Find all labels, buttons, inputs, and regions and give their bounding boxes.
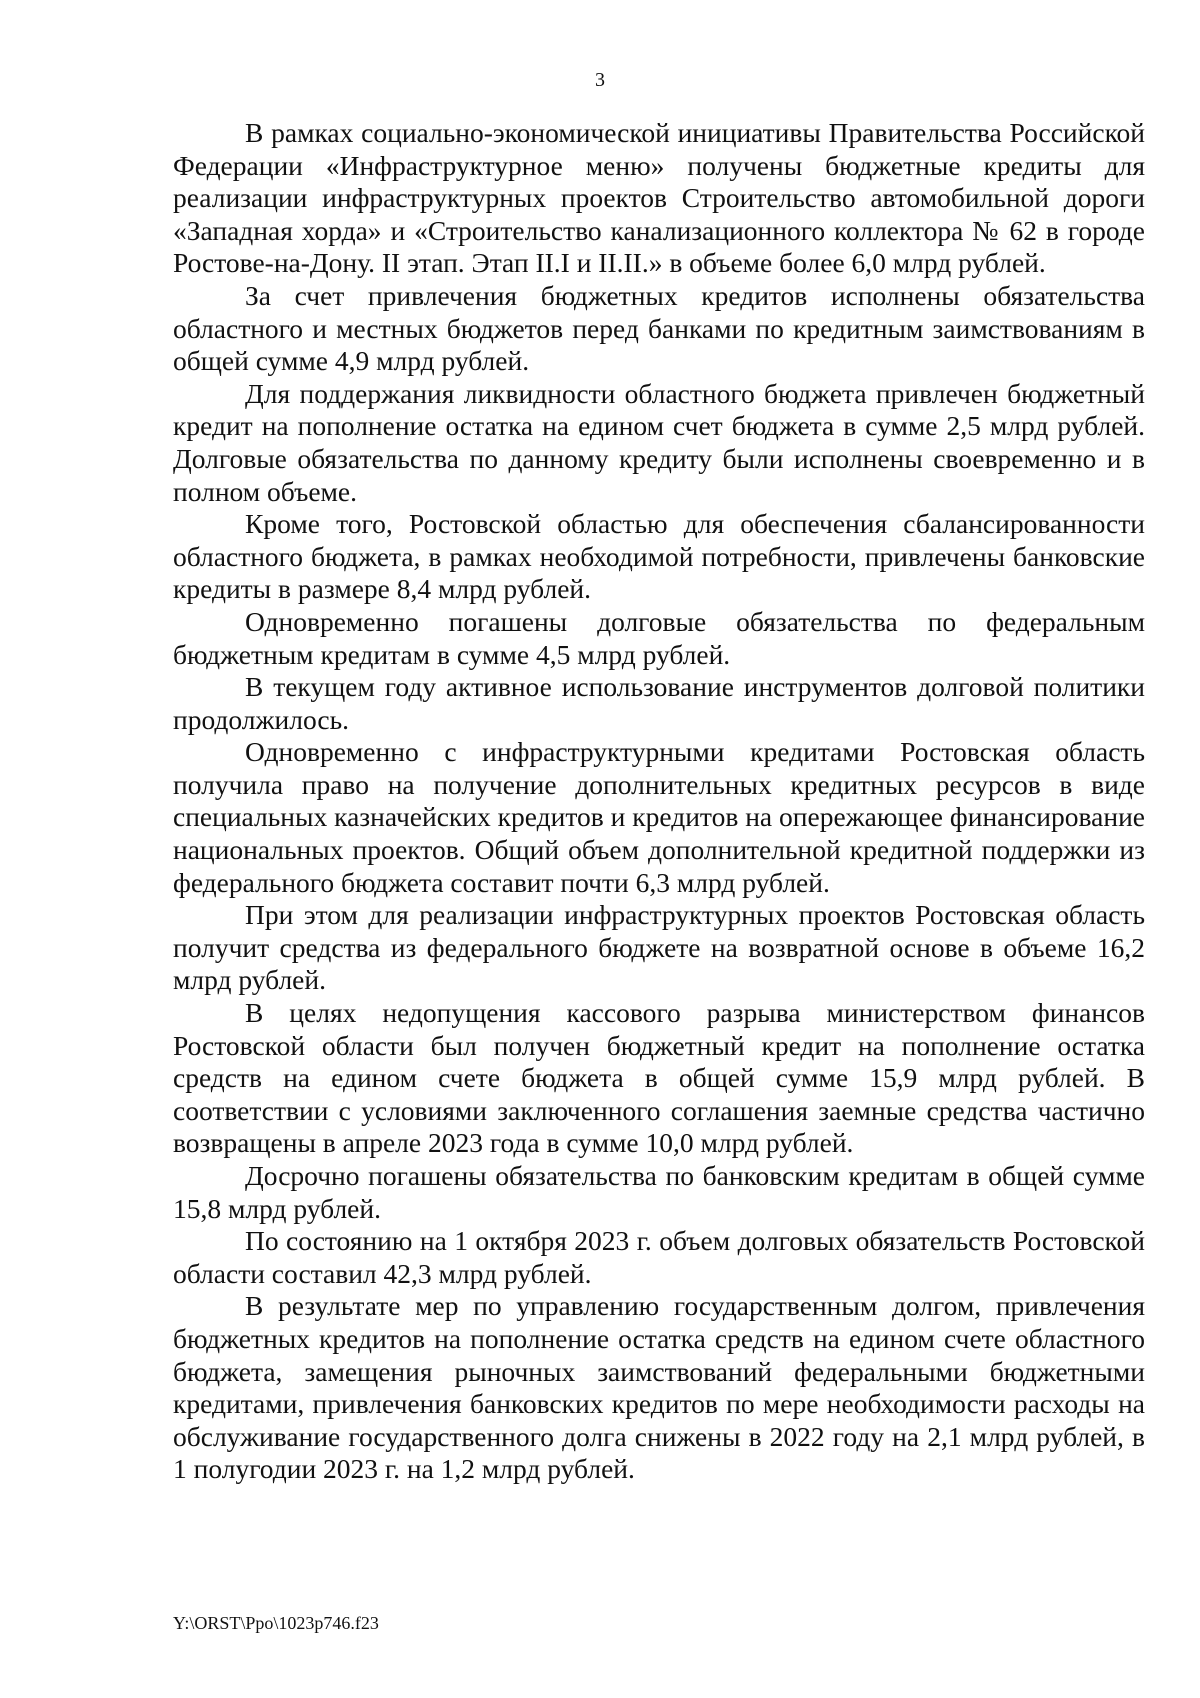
paragraph-early-repayment: Досрочно погашены обязательства по банковским кредитам в общей сумме 15,8 млрд рублей. [173,1160,1145,1224]
paragraph-cash-gap: В целях недопущения кассового разрыва министерством финансов Ростовской области был получен бюджетный кредит на пополнение остатка средств на едином счете бюджета в общей сумме 15,9 млрд рублей. В соответствии с условиями заключенного соглашения заемные средства частично возвращены в апреле 2023 года в сумме 10,0 млрд рублей. [173,997,1145,1159]
paragraph-bank-credits: Кроме того, Ростовской областью для обеспечения сбалансированности областного бюджета, в рамках необходимой потребности, привлечены банковские кредиты в размере 8,4 млрд рублей. [173,508,1145,605]
paragraph-infrastructure-menu: В рамках социально-экономической инициативы Правительства Российской Федерации «Инфраструктурное меню» получены бюджетные кредиты для реализации инфраструктурных проектов Строительство автомобильной дороги «Западная хорда» и «Строительство канализационного коллектора № 62 в городе Ростове-на-Дону. II этап. Этап II.I и II.II.» в объеме более 6,0 млрд рублей. [173,117,1145,279]
paragraph-debt-volume: По состоянию на 1 октября 2023 г. объем долговых обязательств Ростовской области составил 42,3 млрд рублей. [173,1225,1145,1289]
paragraph-liquidity-credit: Для поддержания ликвидности областного бюджета привлечен бюджетный кредит на пополнение остатка на едином счет бюджета в сумме 2,5 млрд рублей. Долговые обязательства по данному кредиту были исполнены своевременно и в полном объеме. [173,377,1145,507]
paragraph-treasury-credits: Одновременно с инфраструктурными кредитами Ростовская область получила право на получение дополнительных кредитных ресурсов в виде специальных казначейских кредитов и кредитов на опережающее финансирование национальных проектов. Общий объем дополнительной кредитной поддержки из федерального бюджета составит почти 6,3 млрд рублей. [173,736,1145,898]
paragraph-obligations-fulfilled: За счет привлечения бюджетных кредитов исполнены обязательства областного и местных бюджетов перед банками по кредитным заимствованиям в общей сумме 4,9 млрд рублей. [173,279,1145,377]
paragraph-infrastructure-funds: При этом для реализации инфраструктурных проектов Ростовская область получит средства из федерального бюджете на возвратной основе в объеме 16,2 млрд рублей. [173,899,1145,996]
document-body [173,117,1145,1486]
paragraph-debt-service-savings: В результате мер по управлению государственным долгом, привлечения бюджетных кредитов на пополнение остатка средств на едином счете областного бюджета, замещения рыночных заимствований федеральными бюджетными кредитами, привлечения банковских кредитов по мере необходимости расходы на обслуживание государственного долга снижены в 2022 году на 2,1 млрд рублей, в 1 полугодии 2023 г. на 1,2 млрд рублей. [173,1290,1145,1485]
page-number: 3 [595,69,605,91]
paragraph-current-year: В текущем году активное использование инструментов долговой политики продолжилось. [173,671,1145,735]
file-path-footer: Y:\ORST\Ppo\1023p746.f23 [173,1613,379,1633]
paragraph-federal-repayment: Одновременно погашены долговые обязательства по федеральным бюджетным кредитам в сумме 4,5 млрд рублей. [173,605,1145,670]
